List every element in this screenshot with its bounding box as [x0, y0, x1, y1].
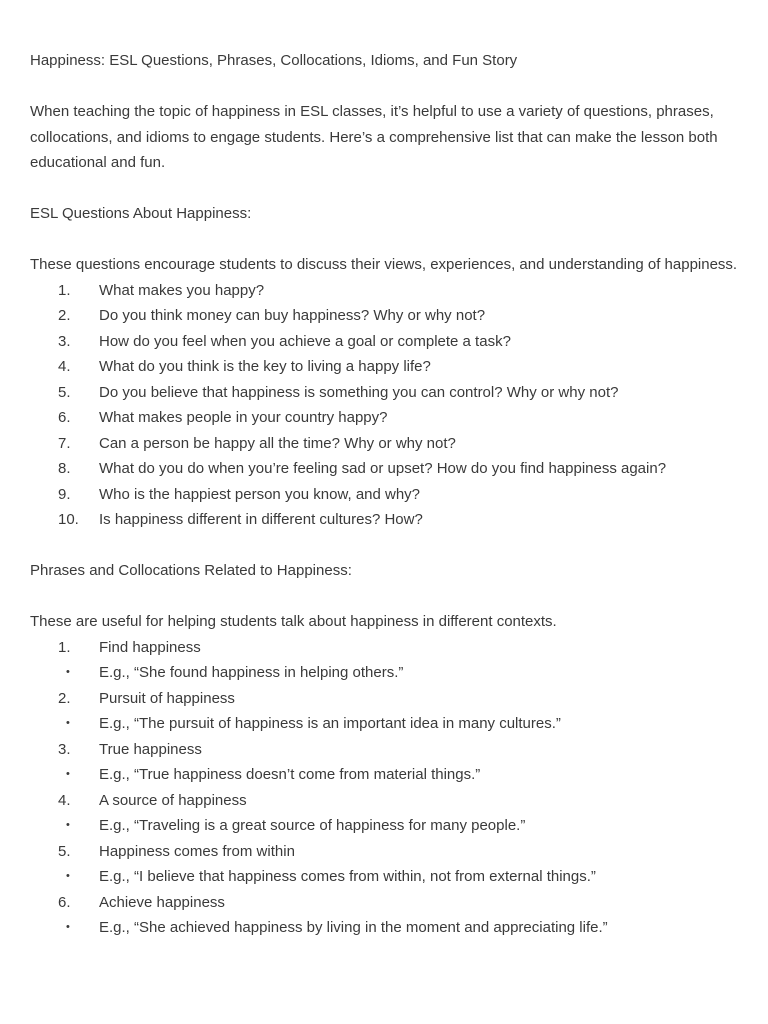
list-item: [30, 864, 738, 890]
example-text: E.g., “The pursuit of happiness is an important idea in many cultures.”: [99, 715, 561, 732]
list-item: [30, 405, 738, 431]
bullet-icon: •: [66, 666, 70, 678]
list-item: [30, 431, 738, 457]
question-text: Can a person be happy all the time? Why or why not?: [99, 434, 456, 452]
list-number: 1.: [58, 638, 71, 656]
phrase-text: Achieve happiness: [99, 893, 225, 911]
list-item: [30, 482, 738, 508]
bullet-icon: •: [66, 870, 70, 882]
list-item: [30, 507, 738, 533]
bullet-icon: •: [66, 768, 70, 780]
list-item: [30, 839, 738, 865]
intro-paragraph: When teaching the topic of happiness in ESL classes, it’s helpful to use a variety of questions, phrases, collocations, and idioms to engage students. Here’s a comprehensive list that can make the lesson both educational and fun.: [30, 103, 718, 171]
list-number: 10.: [58, 511, 79, 528]
bullet-icon: •: [66, 819, 70, 831]
list-number: 9.: [58, 485, 71, 503]
phrase-text: A source of happiness: [99, 791, 247, 809]
list-number: 5.: [58, 842, 71, 860]
list-item: [30, 686, 738, 712]
questions-heading: ESL Questions About Happiness:: [30, 205, 252, 222]
list-number: 6.: [58, 893, 71, 911]
example-text: E.g., “She achieved happiness by living in the moment and appreciating life.”: [99, 919, 608, 936]
question-text: Who is the happiest person you know, and why?: [99, 485, 421, 503]
phrases-description: These are useful for helping students talk about happiness in different contexts.: [30, 613, 557, 630]
list-item: [30, 329, 738, 355]
list-number: 4.: [58, 791, 71, 809]
list-number: 3.: [58, 740, 71, 758]
list-item: [30, 278, 738, 304]
list-item: [30, 380, 738, 406]
question-text: Do you believe that happiness is something you can control? Why or why not?: [99, 383, 619, 401]
list-number: 8.: [58, 460, 71, 477]
question-text: What do you think is the key to living a happy life?: [99, 358, 431, 375]
example-text: E.g., “True happiness doesn’t come from material things.”: [99, 766, 481, 783]
phrase-text: True happiness: [99, 740, 202, 758]
list-item: [30, 915, 738, 941]
list-number: 3.: [58, 332, 71, 350]
question-text: Do you think money can buy happiness? Why or why not?: [99, 307, 486, 324]
phrases-list: [30, 635, 738, 941]
bullet-icon: •: [66, 717, 70, 729]
phrase-text: Pursuit of happiness: [99, 689, 235, 707]
list-number: 4.: [58, 358, 71, 375]
questions-list: [30, 278, 738, 533]
list-item: [30, 737, 738, 763]
question-text: What do you do when you’re feeling sad or upset? How do you find happiness again?: [99, 460, 667, 477]
list-item: [30, 303, 738, 329]
question-text: What makes people in your country happy?: [99, 409, 388, 426]
list-number: 2.: [58, 689, 71, 707]
question-text: What makes you happy?: [99, 281, 265, 299]
list-item: [30, 660, 738, 686]
bullet-icon: •: [66, 921, 70, 933]
list-number: 7.: [58, 434, 71, 452]
list-number: 2.: [58, 307, 71, 324]
list-item: [30, 456, 738, 482]
list-number: 5.: [58, 383, 71, 401]
example-text: E.g., “I believe that happiness comes from within, not from external things.”: [99, 868, 596, 885]
document-title: Happiness: ESL Questions, Phrases, Collocations, Idioms, and Fun Story: [30, 52, 518, 69]
list-item: [30, 354, 738, 380]
phrase-text: Happiness comes from within: [99, 842, 295, 860]
phrases-heading: Phrases and Collocations Related to Happiness:: [30, 562, 352, 579]
question-text: Is happiness different in different cultures? How?: [99, 511, 423, 528]
example-text: E.g., “Traveling is a great source of happiness for many people.”: [99, 817, 526, 834]
question-text: How do you feel when you achieve a goal or complete a task?: [99, 332, 511, 350]
example-text: E.g., “She found happiness in helping others.”: [99, 664, 404, 681]
list-item: [30, 890, 738, 916]
list-item: [30, 635, 738, 661]
questions-description: These questions encourage students to discuss their views, experiences, and understanding of happiness.: [30, 256, 738, 273]
list-number: 6.: [58, 409, 71, 426]
list-item: [30, 788, 738, 814]
list-number: 1.: [58, 281, 71, 299]
phrase-text: Find happiness: [99, 638, 201, 656]
list-item: [30, 762, 738, 788]
list-item: [30, 813, 738, 839]
list-item: [30, 711, 738, 737]
